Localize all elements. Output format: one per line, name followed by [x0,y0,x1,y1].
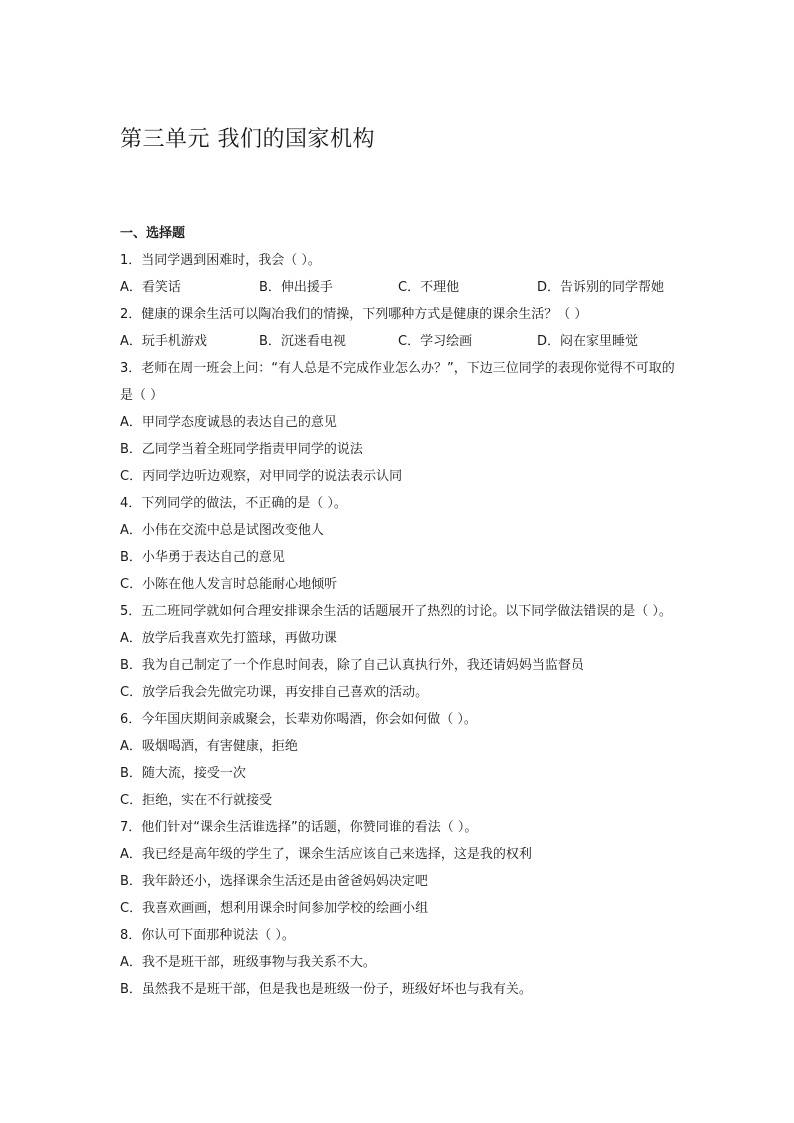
question-stem: 2．健康的课余生活可以陶冶我们的情操，下列哪种方式是健康的课余生活？（ ） [120,307,588,322]
option-row [120,328,680,355]
option-c: C．拒绝，实在不行就接受 [120,793,273,808]
question-stem: 5．五二班同学就如何合理安排课余生活的话题展开了热烈的讨论。以下同学做法错误的是（ ）。 [120,604,672,619]
option-row [120,274,680,301]
option-b: B．小华勇于表达自己的意见 [120,550,285,565]
question-stem: 7．他们针对“课余生活谁选择”的话题，你赞同谁的看法（ ）。 [120,820,478,835]
option-c: C．放学后我会先做完功课，再安排自己喜欢的活动。 [120,685,429,700]
option-a: A．吸烟喝酒，有害健康，拒绝 [120,739,298,754]
option-b: B．乙同学当着全班同学指责甲同学的说法 [120,442,363,457]
option-c: C．丙同学边听边观察，对甲同学的说法表示认同 [120,469,403,484]
option-a: A．我不是班干部，班级事物与我关系不大。 [120,955,376,970]
option-b: B．我为自己制定了一个作息时间表，除了自己认真执行外，我还请妈妈当监督员 [120,658,584,673]
option-a: A．我已经是高年级的学生了，课余生活应该自己来选择，这是我的权利 [120,847,532,862]
option-b: B．伸出援手 [259,280,333,295]
option-c: C．不理他 [398,280,460,295]
option-c: C．我喜欢画画，想利用课余时间参加学校的绘画小组 [120,901,429,916]
page-title: 第三单元 我们的国家机构 [120,127,375,152]
option-b: B．随大流，接受一次 [120,766,246,781]
question-stem: 4．下列同学的做法，不正确的是（ ）。 [120,496,347,511]
option-a: A．玩手机游戏 [120,334,207,349]
question-stem: 3．老师在周一班会上问：“有人总是不完成作业怎么办？”，下边三位同学的表现你觉得不可取的是（ ） [120,361,675,403]
question-stem: 6．今年国庆期间亲戚聚会，长辈劝你喝酒，你会如何做（ ）。 [120,712,477,727]
option-a: A．看笑话 [120,280,181,295]
option-a: A．甲同学态度诚恳的表达自己的意见 [120,415,337,430]
option-a: A．放学后我喜欢先打篮球，再做功课 [120,631,337,646]
section-heading: 一、选择题 [120,226,186,241]
option-d: D．闷在家里睡觉 [537,334,639,349]
option-d: D．告诉别的同学帮她 [537,280,665,295]
option-b: B．沉迷看电视 [259,334,346,349]
option-c: C．小陈在他人发言时总能耐心地倾听 [120,577,338,592]
question-stem: 1．当同学遇到困难时，我会（ ）。 [120,253,321,268]
question-list [120,220,680,1003]
option-b: B．虽然我不是班干部，但是我也是班级一份子，班级好坏也与我有关。 [120,982,532,997]
option-c: C．学习绘画 [398,334,473,349]
question-stem: 8．你认可下面那种说法（ ）。 [120,928,295,943]
option-a: A．小伟在交流中总是试图改变他人 [120,523,324,538]
option-b: B．我年龄还小，选择课余生活还是由爸爸妈妈决定吧 [120,874,428,889]
